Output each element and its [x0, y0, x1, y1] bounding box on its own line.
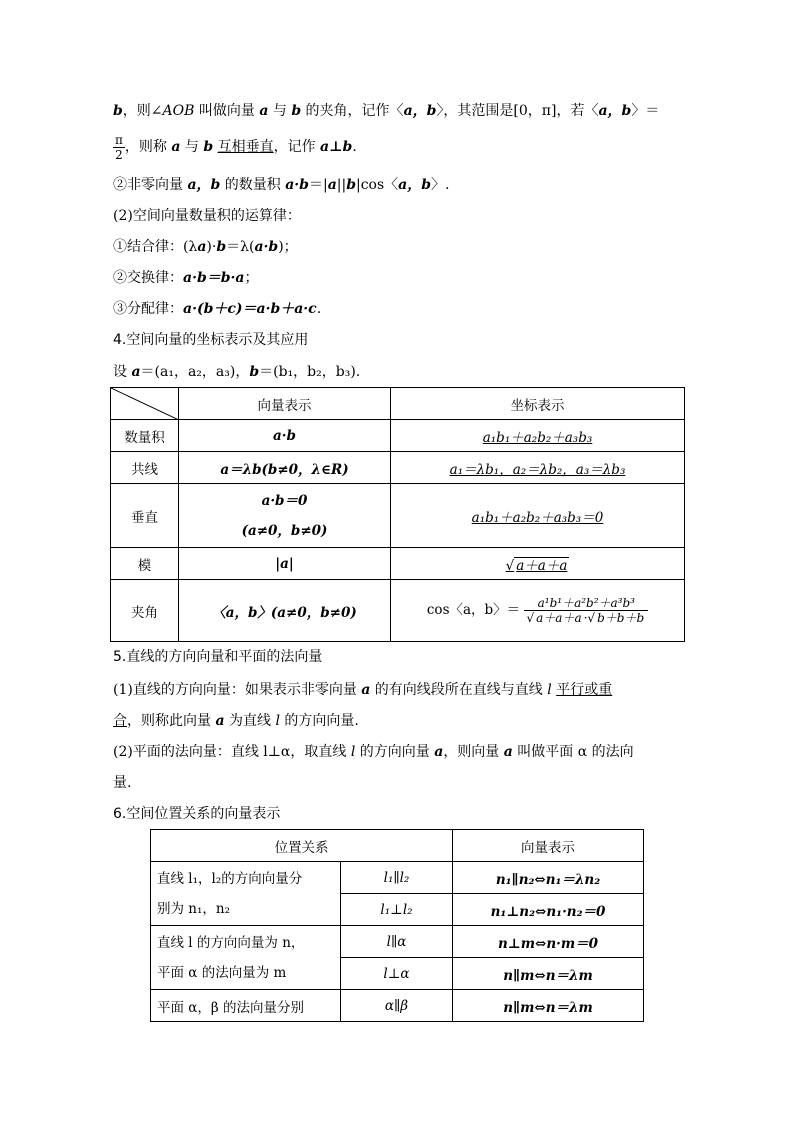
relation-cell: l₁⊥l₂ [341, 894, 453, 926]
text-line-normal-vector-cont: 量. [113, 775, 132, 791]
text: 设 [113, 364, 132, 380]
sqrt-content: a＋a＋a [516, 557, 568, 574]
text-line-associative [113, 238, 684, 256]
frac-num: π [115, 132, 123, 147]
vector-b: b [216, 239, 227, 255]
relation-cell: l₁∥l₂ [341, 862, 453, 894]
text: )； [278, 239, 298, 255]
text: 的夹角，记作〈 [301, 103, 404, 119]
vector-cell: a＝λb(b≠0，λ∈R) [179, 452, 391, 484]
text: 的数量积 [220, 177, 286, 193]
vector-a: a [434, 744, 444, 760]
table-header-row [151, 830, 644, 862]
text: . [352, 139, 357, 155]
vectors-ab: a，b [598, 103, 632, 119]
text: 叫做平面 α 的法向 [512, 744, 634, 760]
row-label: 夹角 [111, 580, 179, 642]
underlined-term: 平行或重 [556, 682, 613, 698]
coord-cell: a₁b₁＋a₂b₂＋a₃b₃ [391, 420, 685, 452]
table-row [111, 548, 685, 580]
position-relation-table [150, 829, 644, 1022]
label-line: 别为 n₁，n₂ [157, 900, 231, 917]
section-heading-6: 6.空间位置关系的向量表示 [113, 806, 281, 822]
relation-cell: α∥β [341, 990, 453, 1022]
row-label: 垂直 [111, 484, 179, 548]
row-label: 模 [111, 548, 179, 580]
text: ，记作 [273, 139, 321, 155]
text: || [336, 177, 347, 193]
coordinate-table [110, 387, 685, 642]
section-heading-4: 4.空间向量的坐标表示及其应用 [113, 332, 309, 348]
text-line-coordinates [113, 363, 684, 381]
text: ，则称 [124, 139, 172, 155]
text: ； [244, 270, 259, 286]
text: 〉. [431, 177, 450, 193]
group-label-planes: 平面 α，β 的法向量分别 [151, 990, 341, 1022]
frac-den: √ a＋a＋a ·√ b＋b＋b [526, 611, 645, 625]
text: ①结合律：(λ [113, 239, 198, 255]
table-row [151, 990, 644, 1022]
vector-b: b [291, 103, 302, 119]
table-row [111, 484, 685, 548]
vector-a: a [327, 177, 337, 193]
vector-cell: n∥m⇔n＝λm [453, 990, 644, 1022]
label-line: 直线 l₁，l₂的方向向量分 [157, 870, 303, 887]
coord-cell [391, 580, 685, 642]
text: ②非零向量 [113, 177, 188, 193]
text-line-commutative [113, 269, 684, 287]
label-line: 平面 α 的法向量为 m [157, 964, 287, 981]
vector-cell [179, 484, 391, 548]
vector-a: a [131, 364, 141, 380]
vector-a: a [503, 744, 513, 760]
coord-cell: a₁b₁＋a₂b₂＋a₃b₃＝0 [391, 484, 685, 548]
vector-a: a [259, 103, 269, 119]
text: 〉＝ [631, 103, 660, 119]
text: ，则称此向量 [127, 713, 216, 729]
vector-a: a [197, 239, 207, 255]
dot-product: a·b [285, 177, 309, 193]
line-l: l [350, 744, 356, 760]
vector-cell: 〈a，b〉(a≠0，b≠0) [179, 580, 391, 642]
vector-b: b [113, 103, 123, 119]
text-line-laws-heading: (2)空间向量数量积的运算律： [113, 208, 301, 224]
column-header: 位置关系 [151, 830, 453, 862]
frac-num: a¹b¹＋a²b²＋a³b³ [524, 596, 648, 611]
relation-cell: l∥α [341, 926, 453, 958]
underlined-term: 合 [113, 713, 127, 729]
text-line-dot-product [113, 176, 684, 194]
table-row [111, 580, 685, 642]
column-header: 坐标表示 [391, 388, 685, 420]
text: )· [206, 239, 217, 255]
line-l: l [547, 682, 552, 698]
text: (2)平面的法向量：直线 l⊥α，取直线 [113, 744, 351, 760]
column-header: 向量表示 [453, 830, 644, 862]
text-line-distributive [113, 300, 684, 318]
vector-cell: n₁∥n₂⇔n₁＝λn₂ [453, 862, 644, 894]
vector-cell: n∥m⇔n＝λm [453, 958, 644, 990]
pi-over-two [113, 133, 125, 162]
section-heading-5: 5.直线的方向向量和平面的法向量 [113, 649, 323, 665]
table-header-row [111, 388, 685, 420]
vector-a: a [171, 139, 181, 155]
column-header: 向量表示 [179, 388, 391, 420]
text: 叫做向量 [194, 103, 260, 119]
table-row [151, 926, 644, 958]
cos-fraction [524, 596, 648, 625]
angle-aob: AOB [162, 103, 195, 119]
diagonal-header-cell [111, 388, 179, 420]
vector-b: b [346, 177, 356, 193]
vectors-ab: a，b [398, 177, 432, 193]
coord-cell: √ a＋a＋a [391, 548, 685, 580]
cos-prefix: cos〈a，b〉＝ [426, 602, 521, 618]
text-line-direction-vector [113, 681, 684, 699]
vector-cell: n⊥m⇔n·m＝0 [453, 926, 644, 958]
text-line-normal-vector [113, 743, 684, 761]
perp-notation: a⊥b [320, 139, 353, 155]
text: 的方向向量. [279, 713, 359, 729]
row-label: 共线 [111, 452, 179, 484]
text: 与 [180, 139, 204, 155]
formula: a·b＝0 [261, 492, 308, 509]
vector-cell: |a| [179, 548, 391, 580]
text: ＝(b₁，b₂，b₃). [259, 364, 361, 380]
row-label: 数量积 [111, 420, 179, 452]
table-row [111, 452, 685, 484]
vector-b: b [249, 364, 260, 380]
underlined-term: 互相垂直 [217, 139, 274, 155]
diagonal-line [111, 388, 179, 420]
group-label-line-plane [151, 926, 341, 990]
text: 的有向线段所在直线与直线 [370, 682, 548, 698]
vector-cell: n₁⊥n₂⇔n₁·n₂＝0 [453, 894, 644, 926]
sqrt-content: a＋a＋a [536, 611, 582, 625]
sqrt-content: b＋b＋b [597, 611, 645, 625]
vectors-ab: a，b [403, 103, 437, 119]
text: ，则向量 [443, 744, 504, 760]
text: ＝| [308, 177, 328, 193]
formula: a·(b＋c)＝a·b＋a·c [183, 301, 317, 317]
text: 为直线 [224, 713, 276, 729]
vector-cell: a·b [179, 420, 391, 452]
text: ，则∠ [122, 103, 163, 119]
relation-cell: l⊥α [341, 958, 453, 990]
dot-product: a·b [254, 239, 279, 255]
text: |cos〈 [356, 177, 399, 193]
text: ＝(a₁，a₂，a₃)， [140, 364, 250, 380]
text-line-direction-vector-cont [113, 712, 684, 730]
text: . [316, 301, 322, 317]
coord-cell: a₁＝λb₁，a₂＝λb₂，a₃＝λb₃ [391, 452, 685, 484]
text: ＝λ( [226, 239, 255, 255]
text: ②交换律： [113, 270, 183, 286]
vectors-ab: a，b [187, 177, 221, 193]
text: 的方向向量 [355, 744, 435, 760]
vector-a: a [361, 682, 371, 698]
text-line-angle-definition [113, 102, 684, 120]
condition: (a≠0，b≠0) [241, 522, 328, 539]
text: 与 [268, 103, 292, 119]
vector-a: a [215, 713, 225, 729]
vector-b: b [203, 139, 214, 155]
text: 〉，其范围是[0，π]，若〈 [436, 103, 599, 119]
text: ③分配律： [113, 301, 183, 317]
table-row [151, 862, 644, 894]
table-row [111, 420, 685, 452]
label-line: 直线 l 的方向向量为 n， [157, 934, 305, 951]
text: (1)直线的方向向量：如果表示非零向量 [113, 682, 362, 698]
text-line-perpendicular [113, 130, 684, 164]
frac-den: 2 [115, 147, 123, 162]
formula: a·b＝b·a [183, 270, 245, 286]
line-l: l [275, 713, 280, 729]
group-label-lines [151, 862, 341, 926]
